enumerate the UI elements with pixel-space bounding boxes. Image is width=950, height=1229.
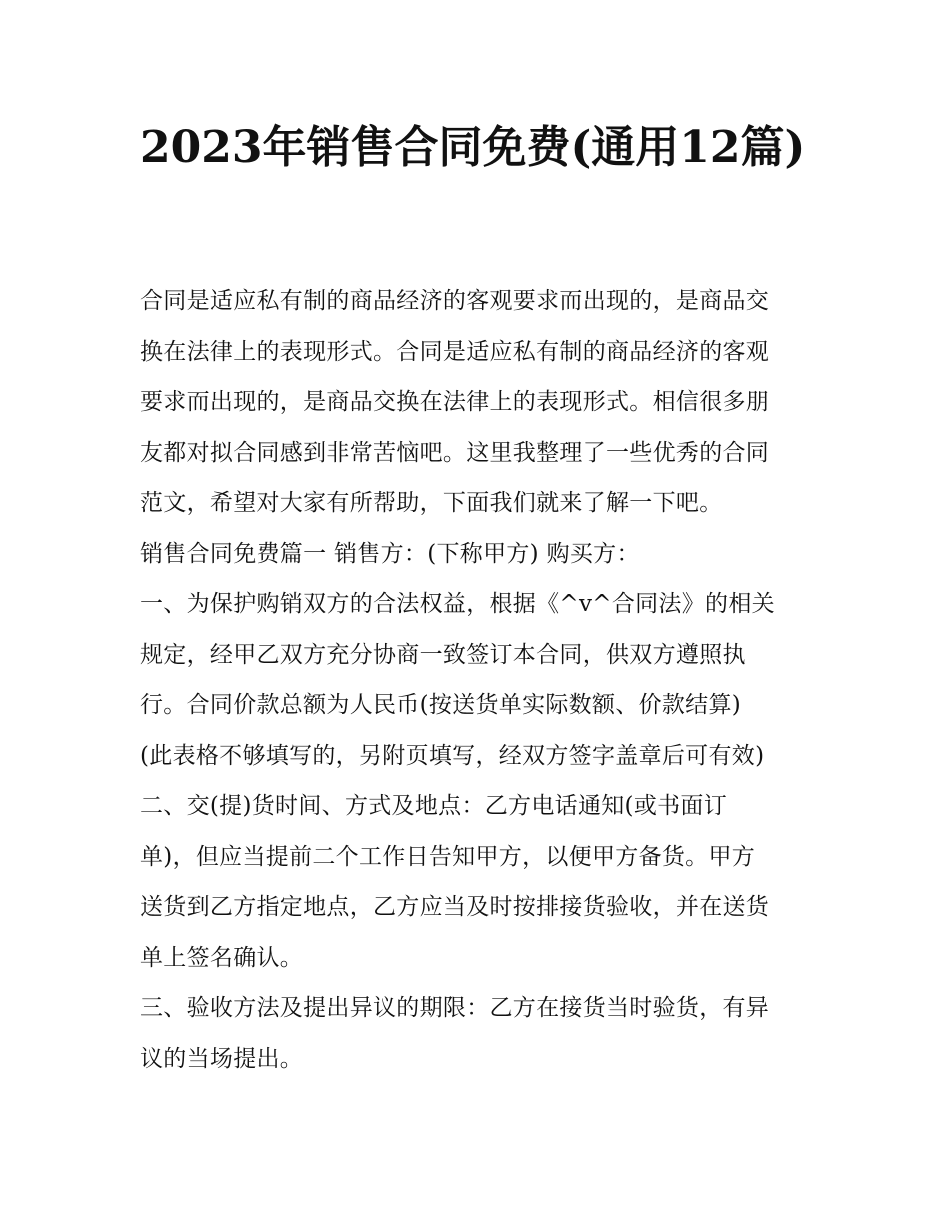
document-body (140, 276, 830, 1084)
body-line: 规定，经甲乙双方充分协商一致签订本合同，供双方遵照执 (140, 641, 746, 668)
body-line: 单上签名确认。 (140, 944, 304, 971)
body-line: 单)，但应当提前二个工作日告知甲方，以便甲方备货。甲方 (140, 843, 756, 870)
document-title: 2023年销售合同免费(通用12篇) (140, 122, 806, 173)
body-line: 范文，希望对大家有所帮助，下面我们就来了解一下吧。 (140, 490, 723, 516)
body-line: 合同是适应私有制的商品经济的客观要求而出现的，是商品交 (140, 288, 770, 314)
body-line: 三、验收方法及提出异议的期限：乙方在接货当时验货，有异 (140, 995, 770, 1021)
body-line: 送货到乙方指定地点，乙方应当及时按排接货验收，并在送货 (140, 894, 770, 920)
body-line: 要求而出现的，是商品交换在法律上的表现形式。相信很多朋 (140, 389, 770, 415)
body-line: 换在法律上的表现形式。合同是适应私有制的商品经济的客观 (140, 338, 770, 365)
body-line: (此表格不够填写的，另附页填写，经双方签字盖章后可有效) (140, 742, 765, 769)
body-line: 友都对拟合同感到非常苦恼吧。这里我整理了一些优秀的合同 (140, 439, 770, 466)
body-line: 议的当场提出。 (140, 1045, 304, 1072)
body-line: 行。合同价款总额为人民币(按送货单实际数额、价款结算) (140, 692, 742, 718)
section-heading: 销售合同免费篇一 销售方：(下称甲方) 购买方： (140, 540, 640, 567)
body-line: 二、交(提)货时间、方式及地点：乙方电话通知(或书面订 (140, 793, 728, 819)
body-line: 一、为保护购销双方的合法权益，根据《^v^合同法》的相关 (140, 591, 775, 617)
